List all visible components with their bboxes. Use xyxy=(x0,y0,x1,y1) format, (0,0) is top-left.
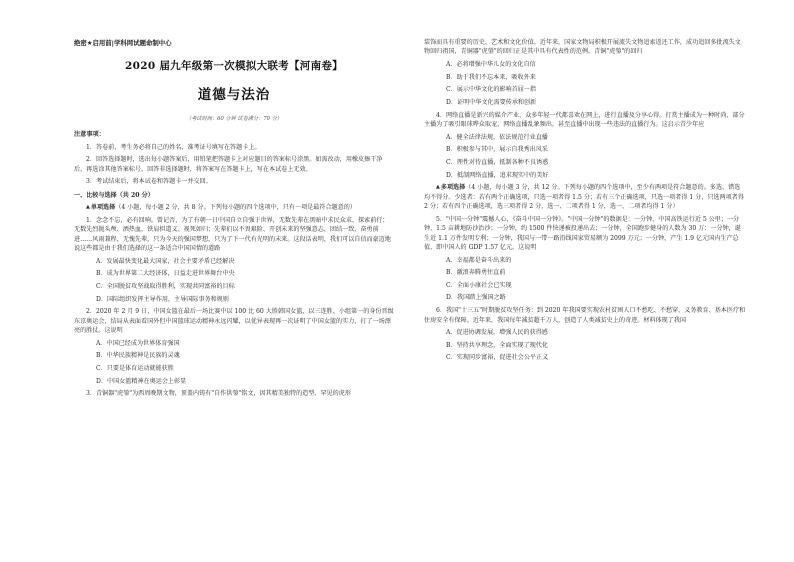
question-4-stem: 4．网络直播是新兴的媒介产业，众多年轻一代都喜欢在网上，进行直播及分享心得。打赏主播成为一种时尚，部分主播为了吸引眼球哗众取宠，网络直播乱象频出，甚至直播中出现一些违法的直播行为。这启示青少年应 xyxy=(424,111,745,128)
question-3-option-b: B．助于我们不忘本来，吸收外来 xyxy=(446,73,536,81)
question-1-option-d: D．国际组织发挥主导作用，主导国际事务和规则 xyxy=(96,295,229,303)
single-choice-intro xyxy=(74,203,394,212)
single-choice-label: 单项选择 xyxy=(90,204,116,212)
question-4-option-d: D．抵制网络直播，追求现实中的美好 xyxy=(446,171,549,179)
multi-choice-label: 多项选择 xyxy=(440,184,466,192)
question-5-option-a: A．幸福都是奋斗出来的 xyxy=(446,256,512,264)
multi-choice-intro xyxy=(424,183,746,211)
question-5-option-b: B．激浪奔腾勇往直前 xyxy=(446,269,506,277)
question-5-stem: 5．"中国一分钟"震撼人心，《奋斗中国一分钟》。"中国一分钟"的数据是：一分钟，中国高铁运行近 5 公里；一分钟，1.5 亩耕地防沙治沙；一分钟，约 1500 件快递被投递出去；一分钟，全国跑步健身的人数为 30 万；一分钟，诞生近 1.1 万件发明专利；一分钟，我国与一带一路沿线国家贸易额为 2099 万元；一分钟，产生 1.9 亿元国内生产总值，即中国人的 GDP 1.57 亿元。这说明 xyxy=(424,215,741,251)
question-3-option-a: A．必将增强中华儿女的文化自信 xyxy=(446,61,536,69)
triangle-marker-icon: ▲ xyxy=(86,204,90,211)
question-1-option-a: A．发展最快变化最大国家，社会主要矛盾已经解决 xyxy=(96,257,235,265)
question-3-option-d: D．证明中华文化需要传承和创新 xyxy=(446,98,537,106)
section-one-title: 一、比较与选择（共 20 分） xyxy=(74,191,154,199)
right-column xyxy=(424,38,746,363)
question-6-option-c: C．实现同步富裕，促进社会公平正义 xyxy=(446,354,549,362)
question-4-option-c: C．理性对待直播，抵制各种不良诱惑 xyxy=(446,158,549,166)
question-3-continued: 装饰而具有重要的历史、艺术和文化价值。近年来，国家文物局积极开展流失文物追索返还工作，成功追回多批流失文物回归祖国，青铜器"虎鎣"的回归正是其中具有代表性的范例。青铜"虎鎣"的回归 xyxy=(424,39,741,56)
notice-label: 注意事项： xyxy=(74,131,105,139)
exam-info: （考试时间：60 分钟 试卷满分：70 分） xyxy=(186,116,282,123)
question-2-stem: 2．2020 年 2 月 9 日，中国女篮在最后一场比赛中以 100 比 60 大胜韩国女篮，以三连胜、小组第一的身份晋级东京奥运会，结局从表面看国外但中国篮球运动精神永远闪耀，以优异表现再一次证明了中国女篮的实力，打了一场漂亮的胜仗。这说明 xyxy=(74,308,394,335)
exam-title: 2020 届九年级第一次模拟大联考【河南卷】 xyxy=(125,60,343,72)
question-2-option-b: B．中华民族精神是民族的灵魂 xyxy=(96,352,180,360)
question-2-option-d: D．中国女篮精神在奥运会上彰显 xyxy=(96,377,187,385)
exam-header-stamp: 绝密★启用前|学科网试题命制中心 xyxy=(74,39,172,47)
question-6-option-b: B．坚持共享理念，全面实现了现代化 xyxy=(446,341,548,349)
notice-item-1: 1．答卷前，考生务必将自己的姓名、准考证号填写在答题卡上。 xyxy=(86,143,261,151)
question-5-option-c: C．全面小康社会已实现 xyxy=(446,281,512,289)
question-6-option-a: A．促进协调发展，增强人民的获得感 xyxy=(446,329,548,337)
question-2-option-a: A．中国已经成为世界体育强国 xyxy=(96,339,180,347)
question-3-option-c: C．展示中华文化的影响首屈一指 xyxy=(446,86,536,94)
question-5-option-d: D．我国踏上强国之路 xyxy=(446,294,506,302)
question-1-option-b: B．成为世界第二大经济体，日益走进世界舞台中央 xyxy=(96,270,235,278)
question-1-option-c: C．全国脱贫攻坚战取得胜利，实现共同富裕的目标 xyxy=(96,283,235,291)
question-4-option-a: A．健全法律法规，依法规范行业直播 xyxy=(446,133,548,141)
question-4-option-b: B．积极参与其中，展示自我秀出风采 xyxy=(446,146,548,154)
question-2-option-c: C．只要是体育运动就能获胜 xyxy=(96,365,174,373)
subject-title: 道德与法治 xyxy=(197,87,271,104)
question-6-stem: 6．我国"十三五"时期脱贫攻坚任务：到 2020 年我国要实现农村贫困人口不愁吃、不愁穿，义务教育、基本医疗和住房安全有保障。近年来，我国每年减贫超千万人，创造了人类减贫史上的奇迹。材料体现了我国 xyxy=(424,307,746,324)
notice-item-3: 3．考试结束后，将本试卷和答题卡一并交回。 xyxy=(86,178,212,186)
single-choice-instructions: （4 小题，每小题 2 分，共 8 分。下列每小题的四个选项中，只有一项是最符合题意的） xyxy=(115,204,356,212)
question-3-stem: 3．青铜器"虎鎣"为西周晚期文物，顶盖内铸有"自作供鎣"铭文，因其精美独特的造型、罕见的虎形 xyxy=(86,390,351,398)
left-column xyxy=(74,38,394,399)
notice-item-2: 2．回答选择题时，选出每小题答案后，用铅笔把答题卡上对应题目的答案标号涂黑。如需改动，用橡皮擦干净后，再选涂其他答案标号。回答非选择题时，将答案写在答题卡上，写在本试卷上无效。 xyxy=(74,156,383,173)
triangle-marker-icon: ▲ xyxy=(436,184,440,191)
question-1-stem: 1．念念不忘，必有回响。曾记否，为了有朝一日中国自立自强于世界，无数先辈在黑暗中求民众求、探索前行；无数先烈抛头颅、洒热血，铁肩担道义、视死如归；先辈们以不畏艰险、开创未来的坚强意志，团结一致、奋勇前进……风雨兼程、无愧先辈，只为今天的强国梦想，只为了下一代有光明的未来。这段话表明，我们可以自信而豪迈地说这些都是由于我们选择的这一条适合中国国情的道路 xyxy=(74,216,391,253)
multi-choice-instructions: （4 小题，每小题 3 分，共 12 分。下列每小题的四个选项中，至少有两项是符合题意的。多选、错选均不得分。少选者：若有两个正确选项，只选一项者得 1.5 分；若有三个正确选项，只选一项者得 1 分，只选两项者得 2 分；若有四个正确选项，选三项者得 2 分，选一、二项者得 1 分，选一、二项者均得 1 分） xyxy=(424,184,744,210)
